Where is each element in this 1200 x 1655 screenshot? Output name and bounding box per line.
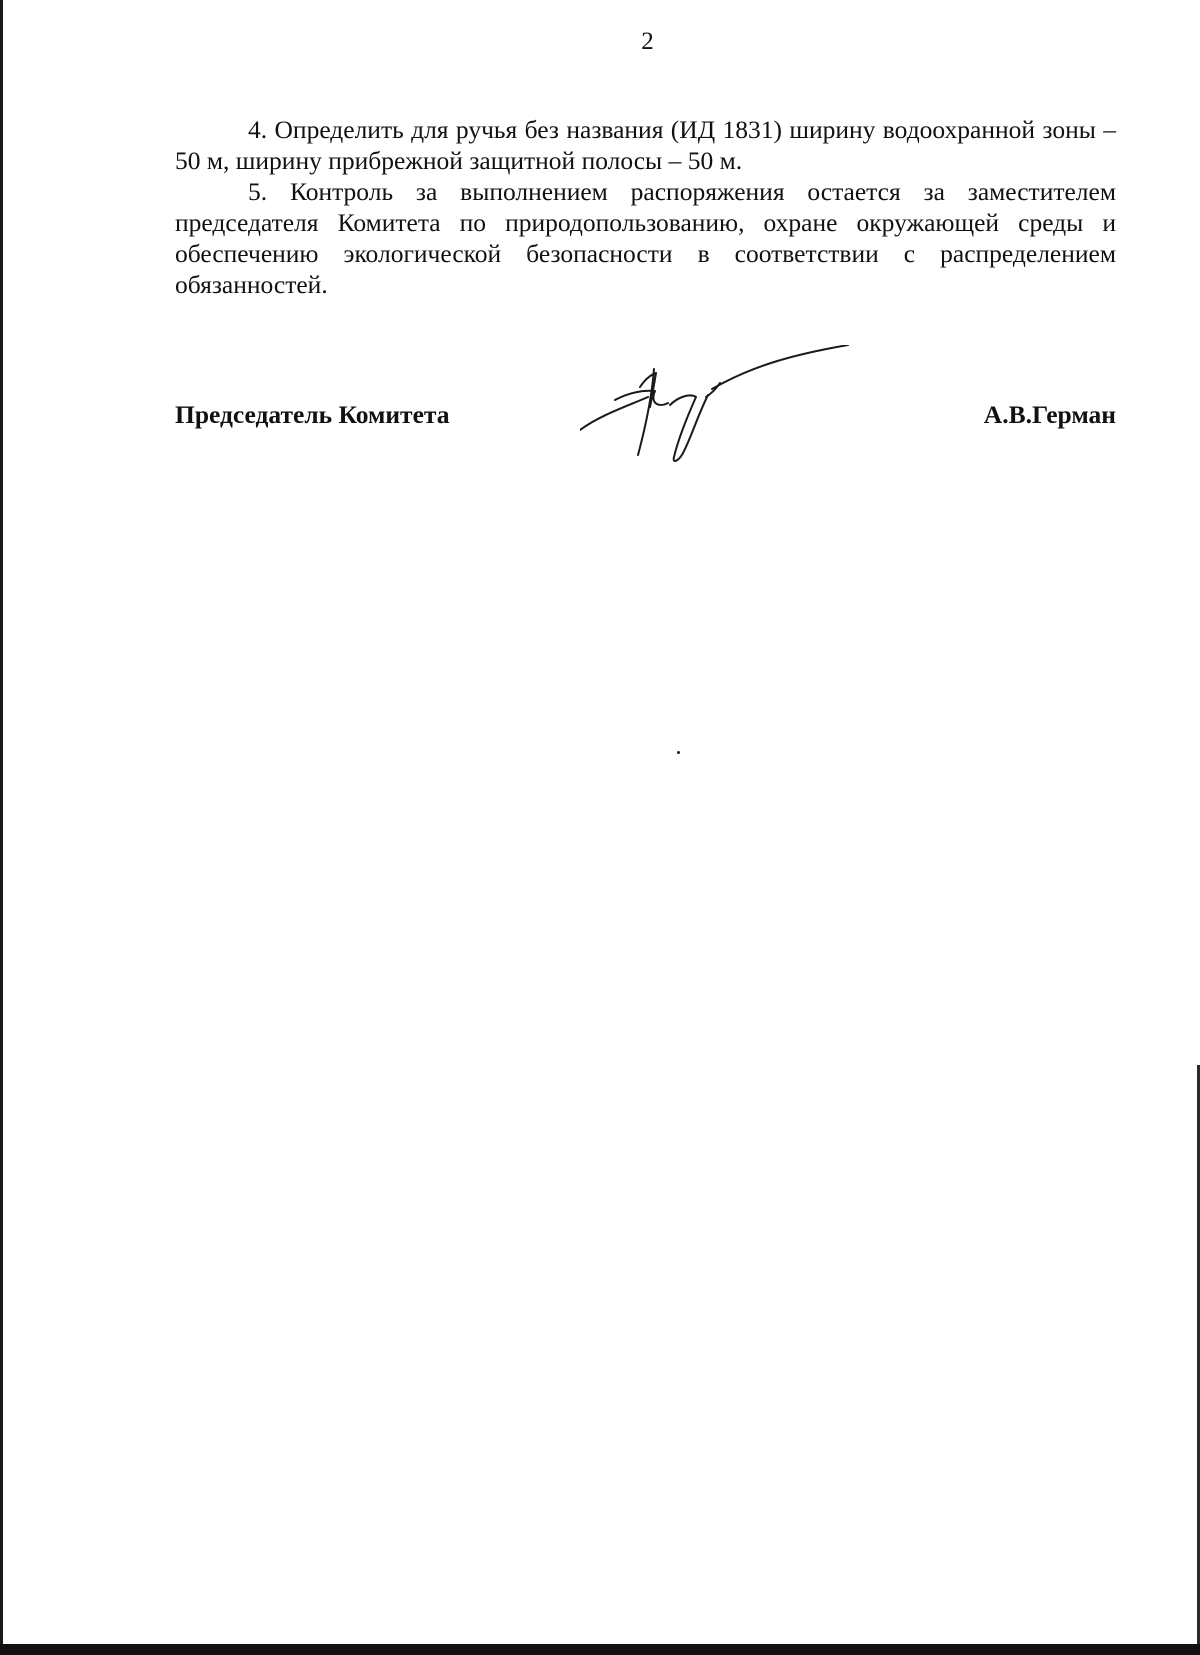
scan-speck xyxy=(677,751,680,754)
signer-name: А.В.Герман xyxy=(983,400,1116,429)
page-number: 2 xyxy=(641,28,654,55)
scan-bottom-edge xyxy=(0,1644,1200,1655)
handwritten-signature xyxy=(580,345,850,475)
scan-left-edge xyxy=(0,0,3,1644)
signer-position: Председатель Комитета xyxy=(175,400,450,429)
document-body xyxy=(175,114,1116,300)
signature-block xyxy=(175,345,1116,475)
paragraph-5: 5. Контроль за выполнением распоряжения остается за заместителем председателя Комитета по природопользованию, охране окружающей среды и обеспечению экологической безопасности в соответствии с распределением обязанностей. xyxy=(175,177,1116,299)
paragraph-4: 4. Определить для ручья без названия (ИД 1831) ширину водоохранной зоны – 50 м, ширину прибрежной защитной полосы – 50 м. xyxy=(175,115,1116,175)
